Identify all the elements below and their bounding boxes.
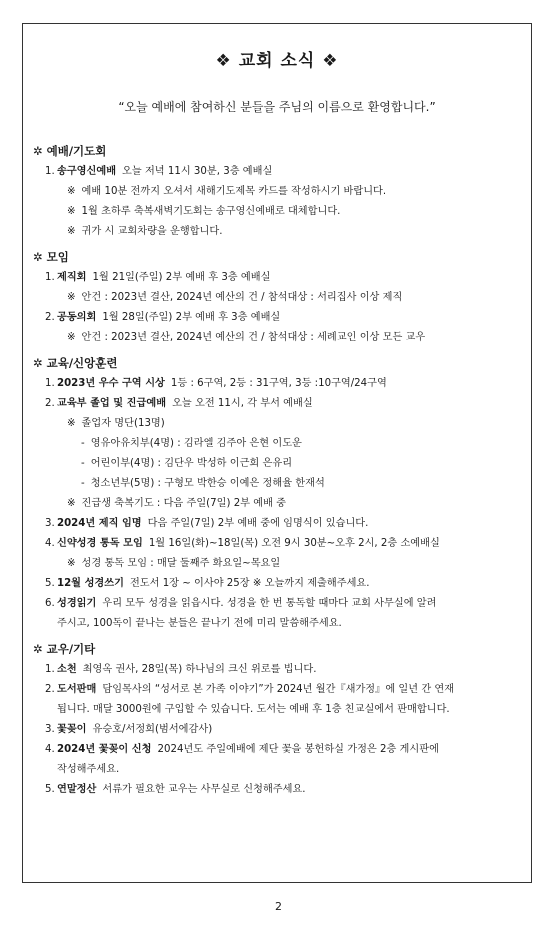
section-heading xyxy=(33,140,525,162)
list-item xyxy=(33,660,525,680)
item-text: 오늘 오전 11시, 각 부서 예배실 xyxy=(172,398,313,409)
list-item xyxy=(33,594,525,614)
news-content xyxy=(33,136,525,800)
note-mark: ※ xyxy=(67,498,76,509)
dash-mark: - xyxy=(81,478,85,489)
item-title: 2023년 우수 구역 시상 xyxy=(57,378,165,389)
item-title: 2024년 제직 임명 xyxy=(57,518,142,529)
item-title: 소천 xyxy=(57,664,77,675)
note-mark: ※ xyxy=(67,186,76,197)
continuation-line xyxy=(33,760,525,780)
page-title: ❖ 교회 소식 ❖ xyxy=(215,51,339,71)
item-number: 6. xyxy=(45,598,55,609)
note-mark: ※ xyxy=(67,292,76,303)
item-title: 연말정산 xyxy=(57,784,97,795)
item-text: 서류가 필요한 교우는 사무실로 신청해주세요. xyxy=(102,784,306,795)
item-number: 1. xyxy=(45,664,55,675)
item-title: 성경읽기 xyxy=(57,598,97,609)
item-title: 신약성경 통독 모임 xyxy=(57,538,143,549)
item-number: 5. xyxy=(45,578,55,589)
item-number: 1. xyxy=(45,378,55,389)
item-text: 진급생 축복기도 : 다음 주일(7일) 2부 예배 중 xyxy=(81,498,287,509)
item-title: 12월 성경쓰기 xyxy=(57,578,124,589)
item-number: 2. xyxy=(45,312,55,323)
asterisk-icon: ✲ xyxy=(33,250,43,264)
item-text: 청소년부(5명) : 구형모 박한승 이예은 정해율 한재석 xyxy=(90,478,325,489)
asterisk-icon: ✲ xyxy=(33,144,43,158)
note-line xyxy=(33,202,525,222)
item-text: 안건 : 2023년 결산, 2024년 예산의 건 / 참석대상 : 서리집사 이상 제직 xyxy=(81,292,403,303)
note-mark: ※ xyxy=(67,558,76,569)
item-text: 1등 : 6구역, 2등 : 31구역, 3등 :10구역/24구역 xyxy=(170,378,387,389)
item-text: 1월 28일(주일) 2부 예배 후 3층 예배실 xyxy=(102,312,281,323)
item-text: 담임목사의 “성서로 본 가족 이야기”가 2024년 월간『새가정』에 일년 간 연재 xyxy=(102,684,455,695)
name-list-line xyxy=(33,434,525,454)
item-text: 유승호/서정희(범서에감사) xyxy=(92,724,213,735)
item-number: 2. xyxy=(45,684,55,695)
item-title: 송구영신예배 xyxy=(57,166,117,177)
item-text: 됩니다. 매달 3000원에 구입할 수 있습니다. 도서는 예배 후 1층 친교실에서 판매합니다. xyxy=(57,704,450,715)
list-item xyxy=(33,514,525,534)
item-text: 안건 : 2023년 결산, 2024년 예산의 건 / 참석대상 : 세례교인 이상 모든 교우 xyxy=(81,332,426,343)
note-line xyxy=(33,494,525,514)
list-item xyxy=(33,534,525,554)
asterisk-icon: ✲ xyxy=(33,642,43,656)
note-line xyxy=(33,554,525,574)
item-title: 교육부 졸업 및 진급예배 xyxy=(57,398,167,409)
section-heading xyxy=(33,246,525,268)
item-text: 작성해주세요. xyxy=(57,764,120,775)
name-list-line xyxy=(33,454,525,474)
note-line xyxy=(33,328,525,348)
section-heading-text: 모임 xyxy=(46,250,69,264)
note-mark: ※ xyxy=(67,206,76,217)
item-title: 공동의회 xyxy=(57,312,97,323)
list-item xyxy=(33,780,525,800)
item-text: 주시고, 100독이 끝나는 분들은 끝나기 전에 미리 말씀해주세요. xyxy=(57,618,342,629)
item-text: 1월 초하루 축복새벽기도회는 송구영신예배로 대체합니다. xyxy=(81,206,341,217)
list-item xyxy=(33,162,525,182)
note-line xyxy=(33,414,525,434)
list-item xyxy=(33,740,525,760)
item-text: 우리 모두 성경을 읽읍시다. 성경을 한 번 통독할 때마다 교회 사무실에 알려 xyxy=(102,598,437,609)
item-text: 졸업자 명단(13명) xyxy=(81,418,165,429)
list-item xyxy=(33,268,525,288)
section-heading-text: 교우/기타 xyxy=(46,642,96,656)
item-text: 다음 주일(7일) 2부 예배 중에 임명식이 있습니다. xyxy=(147,518,369,529)
item-text: 오늘 저녁 11시 30분, 3층 예배실 xyxy=(122,166,273,177)
page-number: 2 xyxy=(275,900,282,913)
item-text: 1월 16일(화)~18일(목) 오전 9시 30분~오후 2시, 2층 소예배실 xyxy=(148,538,440,549)
list-item xyxy=(33,308,525,328)
item-text: 1월 21일(주일) 2부 예배 후 3층 예배실 xyxy=(92,272,271,283)
item-text: 귀가 시 교회차량을 운행합니다. xyxy=(81,226,223,237)
item-text: 영유아유치부(4명) : 김라엘 김주아 은현 이도운 xyxy=(90,438,302,449)
item-number: 4. xyxy=(45,744,55,755)
item-title: 꽃꽂이 xyxy=(57,724,87,735)
section-heading-text: 교육/신앙훈련 xyxy=(46,356,118,370)
asterisk-icon: ✲ xyxy=(33,356,43,370)
item-title: 제직회 xyxy=(57,272,87,283)
section-heading xyxy=(33,352,525,374)
item-text: 전도서 1장 ~ 이사야 25장 ※ 오늘까지 제출해주세요. xyxy=(129,578,370,589)
note-mark: ※ xyxy=(67,418,76,429)
note-line xyxy=(33,182,525,202)
continuation-line xyxy=(33,614,525,634)
bulletin-frame xyxy=(22,23,532,883)
list-item xyxy=(33,394,525,414)
name-list-line xyxy=(33,474,525,494)
welcome-message: “오늘 예배에 참여하신 분들을 주님의 이름으로 환영합니다.” xyxy=(118,100,436,114)
item-text: 성경 통독 모임 : 매달 둘째주 화요일~목요일 xyxy=(81,558,281,569)
dash-mark: - xyxy=(81,458,85,469)
list-item xyxy=(33,680,525,700)
note-line xyxy=(33,288,525,308)
list-item xyxy=(33,574,525,594)
item-title: 도서판매 xyxy=(57,684,97,695)
item-number: 2. xyxy=(45,398,55,409)
note-line xyxy=(33,222,525,242)
item-number: 5. xyxy=(45,784,55,795)
section-heading xyxy=(33,638,525,660)
dash-mark: - xyxy=(81,438,85,449)
item-text: 예배 10분 전까지 오셔서 새해기도제목 카드를 작성하시기 바랍니다. xyxy=(81,186,387,197)
item-text: 어린이부(4명) : 김단우 박성하 이근희 은유리 xyxy=(90,458,293,469)
item-text: 최영옥 권사, 28일(목) 하나님의 크신 위로를 빕니다. xyxy=(82,664,317,675)
note-mark: ※ xyxy=(67,226,76,237)
item-number: 4. xyxy=(45,538,55,549)
note-mark: ※ xyxy=(67,332,76,343)
list-item xyxy=(33,720,525,740)
item-number: 3. xyxy=(45,724,55,735)
item-number: 1. xyxy=(45,272,55,283)
section-heading-text: 예배/기도회 xyxy=(46,144,107,158)
item-number: 1. xyxy=(45,166,55,177)
item-text: 2024년도 주일예배에 제단 꽃을 봉헌하실 가정은 2층 게시판에 xyxy=(157,744,439,755)
item-title: 2024년 꽃꽂이 신청 xyxy=(57,744,152,755)
item-number: 3. xyxy=(45,518,55,529)
continuation-line xyxy=(33,700,525,720)
list-item xyxy=(33,374,525,394)
